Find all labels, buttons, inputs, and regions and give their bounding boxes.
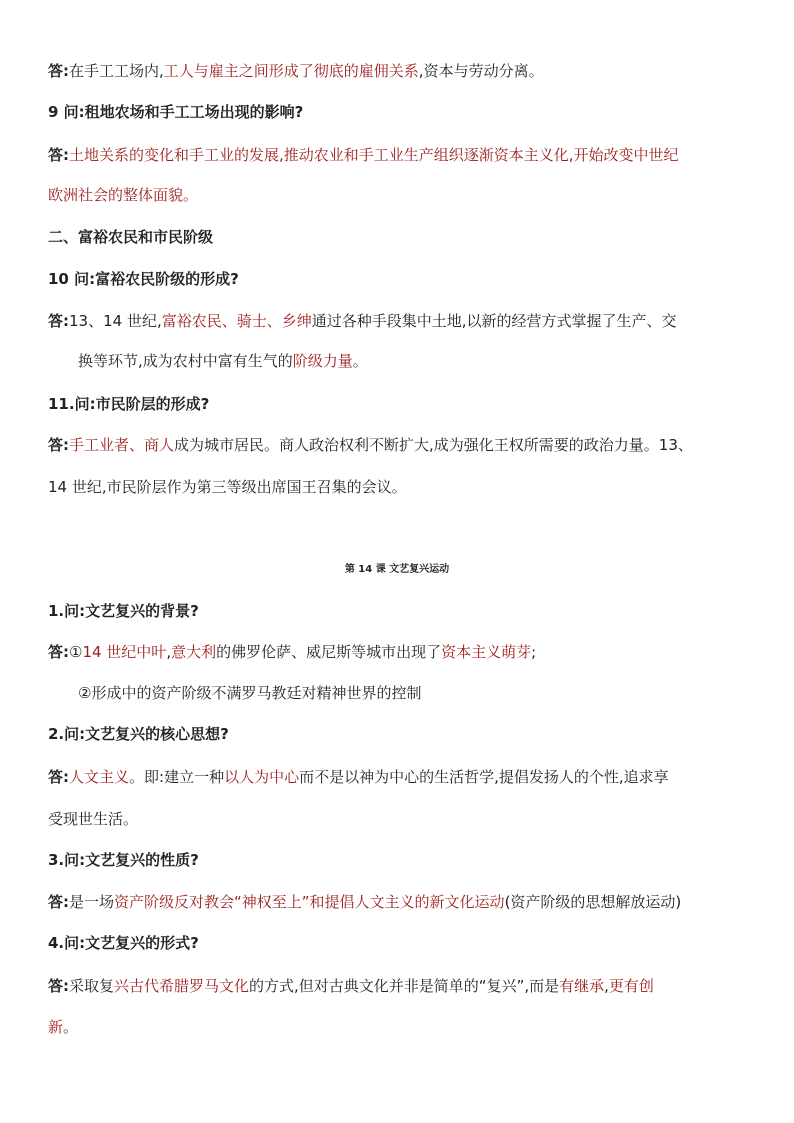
lesson-question-4: 4.问:文艺复兴的形式? xyxy=(48,934,199,952)
answer-text: 换等环节,成为农村中富有生气的 xyxy=(78,352,293,370)
answer-text: , xyxy=(604,977,609,995)
answer-text: ; xyxy=(531,643,537,661)
lesson-question-1: 1.问:文艺复兴的背景? xyxy=(48,602,199,620)
answer-text: 13、14 世纪, xyxy=(69,312,162,330)
answer-10-line-1 xyxy=(48,310,677,332)
answer-highlight: 手工业者、商人 xyxy=(69,436,175,454)
answer-text: ① xyxy=(69,643,83,661)
question-11: 11.问:市民阶层的形成? xyxy=(48,395,210,413)
lesson-answer-4-line-2 xyxy=(48,1016,78,1038)
answer-label: 答: xyxy=(48,977,69,995)
answer-11-line-1 xyxy=(48,434,693,456)
lesson-answer-3 xyxy=(48,891,681,913)
answer-highlight: 有继承 xyxy=(559,977,605,995)
answer-text: 的佛罗伦萨、威尼斯等城市出现了 xyxy=(216,643,442,661)
answer-highlight: 新 xyxy=(48,1018,64,1036)
lesson-answer-2-line-1 xyxy=(48,766,669,788)
answer-text: 通过各种手段集中土地,以新的经营方式掌握了生产、交 xyxy=(311,312,677,330)
answer-highlight: 兴古代希腊罗马文化 xyxy=(114,977,250,995)
answer-highlight: 人文主义 xyxy=(69,768,130,786)
answer-text: (资产阶级的思想解放运动) xyxy=(504,893,682,911)
answer-highlight: 资产阶级反对教会“神权至上”和提倡人文主义的新文化运动 xyxy=(114,893,505,911)
answer-highlight: 土地关系的变化和手工业的发展,推动农业和手工业生产组织逐渐资本主义化,开始改变中世纪 xyxy=(69,146,679,164)
lesson-answer-1-line-2: ②形成中的资产阶级不满罗马教廷对精神世界的控制 xyxy=(78,684,422,702)
answer-label: 答: xyxy=(48,643,69,661)
answer-label: 答: xyxy=(48,893,69,911)
answer-highlight: 资本主义萌芽 xyxy=(441,643,532,661)
answer-text: 的方式,但对古典文化并非是简单的“复兴”,而是 xyxy=(249,977,560,995)
section-heading: 二、富裕农民和市民阶级 xyxy=(48,228,214,246)
answer-9-line-1 xyxy=(48,144,679,166)
answer-text: 。 xyxy=(63,1018,79,1036)
answer-line-8 xyxy=(48,60,544,82)
answer-text: 采取复 xyxy=(69,977,115,995)
answer-text: 成为城市居民。商人政治权利不断扩大,成为强化王权所需要的政治力量。13、 xyxy=(174,436,693,454)
answer-highlight: 富裕农民、骑士、乡绅 xyxy=(161,312,312,330)
answer-label: 答: xyxy=(48,436,69,454)
lesson-question-3: 3.问:文艺复兴的性质? xyxy=(48,851,199,869)
answer-text: 在手工工场内, xyxy=(69,62,164,80)
answer-highlight: 更有创 xyxy=(608,977,654,995)
lesson-title: 第 14 课 文艺复兴运动 xyxy=(344,564,450,575)
answer-text: 而不是以神为中心的生活哲学,提倡发扬人的个性,追求享 xyxy=(299,768,669,786)
answer-11-line-2: 14 世纪,市民阶层作为第三等级出席国王召集的会议。 xyxy=(48,478,407,496)
answer-label: 答: xyxy=(48,768,69,786)
lesson-answer-4-line-1 xyxy=(48,975,654,997)
answer-highlight: 阶级力量 xyxy=(292,352,353,370)
lesson-answer-2-line-2: 受现世生活。 xyxy=(48,810,139,828)
answer-10-line-2 xyxy=(78,350,368,372)
answer-highlight: 意大利 xyxy=(171,643,217,661)
lesson-question-2: 2.问:文艺复兴的核心思想? xyxy=(48,725,229,743)
lesson-answer-1-line-1 xyxy=(48,641,536,663)
answer-label: 答: xyxy=(48,146,69,164)
answer-text: 是一场 xyxy=(69,893,115,911)
answer-highlight: 以人为中心 xyxy=(224,768,300,786)
question-9: 9 问:租地农场和手工工场出现的影响? xyxy=(48,103,304,121)
answer-highlight: 工人与雇主之间形成了彻底的雇佣关系 xyxy=(163,62,419,80)
answer-9-line-2: 欧洲社会的整体面貌。 xyxy=(48,186,199,204)
answer-label: 答: xyxy=(48,62,69,80)
answer-label: 答: xyxy=(48,312,69,330)
answer-text: 。 xyxy=(352,352,368,370)
answer-text: 。即:建立一种 xyxy=(129,768,225,786)
question-10: 10 问:富裕农民阶级的形成? xyxy=(48,270,239,288)
answer-text: , xyxy=(166,643,172,661)
answer-text: ,资本与劳动分离。 xyxy=(418,62,544,80)
answer-highlight: 14 世纪中叶 xyxy=(82,643,167,661)
